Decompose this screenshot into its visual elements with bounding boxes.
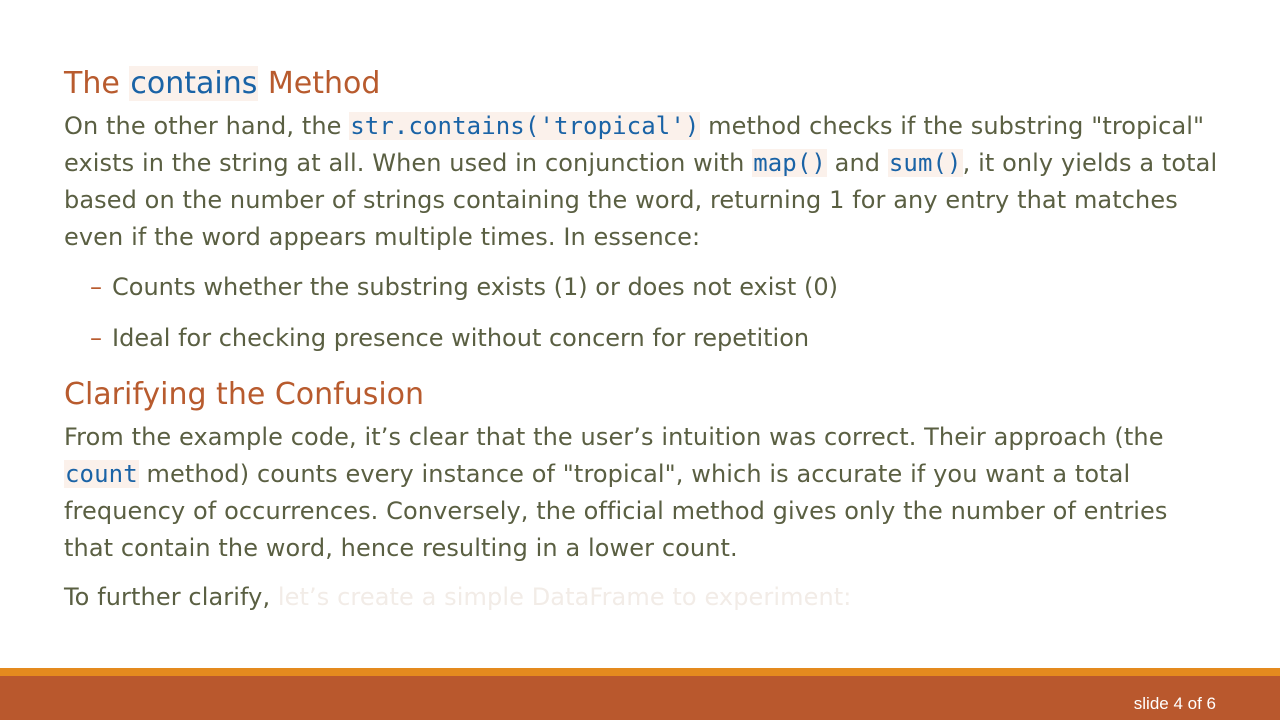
slide-content [64,62,1224,616]
inline-code-map: map() [753,149,826,177]
paragraph-text: On the other hand, the [64,112,350,140]
further-clarify-paragraph [64,579,1224,616]
paragraph-text: To further clarify, [64,583,278,611]
footer-accent-line [0,668,1280,676]
heading-inline-code: contains [130,66,258,101]
inline-code-count: count [65,460,138,488]
section-heading-clarifying: Clarifying the Confusion [64,377,425,412]
bullet-text: Counts whether the substring exists (1) or does not exist (0) [112,273,838,301]
heading-text-suffix: Method [258,66,381,101]
section-heading-contains-method [64,62,1224,108]
paragraph-text: From the example code, it’s clear that the user’s intuition was correct. Their approach (the [64,423,1164,451]
paragraph-text: method) counts every instance of "tropical", which is accurate if you want a total frequency of occurrences. Conversely, the official method gives only the number of entries that contain the word, hence resulting in a lower count. [64,460,1168,562]
bullet-list [64,268,1224,357]
bullet-dash-marker: – [90,273,102,301]
bullet-item [90,319,1224,357]
footer-bar [0,676,1280,720]
faded-text: let’s create a simple DataFrame to experiment: [277,583,852,611]
slide-number: slide 4 of 6 [1133,694,1216,713]
bullet-item [90,268,1224,306]
inline-code-sum: sum() [888,149,962,177]
inline-code-str-contains: str.contains('tropical') [350,112,700,140]
contains-method-paragraph [64,108,1224,256]
clarifying-paragraph [64,419,1224,567]
paragraph-text: , it only yields a total based on the number of strings containing the word, returning 1 for any entry that matches even if the word appears multiple times. In essence: [64,149,1218,251]
bullet-text: Ideal for checking presence without concern for repetition [112,324,810,352]
paragraph-text: method checks if the substring "tropical" exists in the string at all. When used in conjunction with [64,112,1205,177]
paragraph-text: and [826,149,888,177]
bullet-dash-marker: – [90,324,102,352]
heading-text-prefix: The [64,66,130,101]
